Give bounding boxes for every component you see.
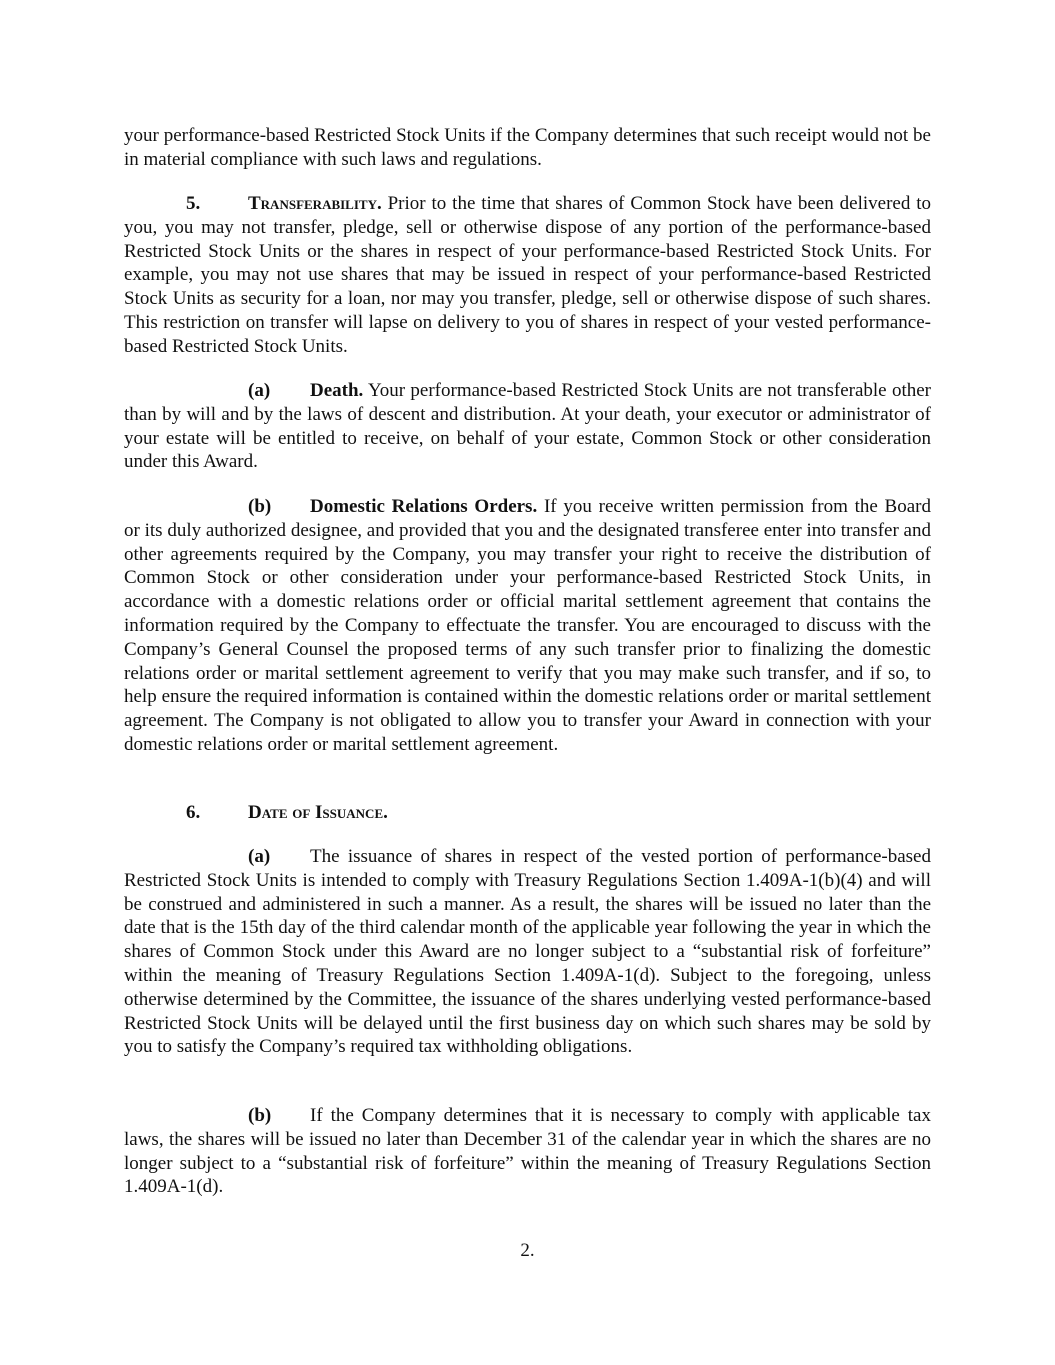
section-6-heading <box>124 801 931 825</box>
section-6a-paragraph <box>124 845 931 1059</box>
section-5b-label: (b) <box>248 496 272 517</box>
section-5-paragraph <box>124 192 931 359</box>
section-6-number: 6. <box>186 802 201 823</box>
section-6b-label: (b) <box>248 1105 272 1126</box>
section-5a-paragraph <box>124 379 931 474</box>
section-5a-title: Death. <box>310 380 364 401</box>
section-6a-body: The issuance of shares in respect of the vested portion of performance-based Restricted Stock Units is intended to comply with Treasury Regulations Section 1.409A-1(b)(4) and will be construed and administered in such a manner. As a result, the shares will be issued no later than the date that is the 15th day of the third calendar month of the applicable year following the year in which the shares of Common Stock under this Award are no longer subject to a “substantial risk of forfeiture” within the meaning of Treasury Regulations Section 1.409A-1(d). Subject to the foregoing, unless otherwise determined by the Committee, the issuance of the shares underlying vested performance-based Restricted Stock Units will be delayed until the first business day on which such shares may be sold by you to satisfy the Company’s required tax withholding obligations. <box>124 846 931 1058</box>
section-5a-label: (a) <box>248 380 271 401</box>
continuation-text: your performance-based Restricted Stock Units if the Company determines that such receipt would not be in material compliance with such laws and regulations. <box>124 125 931 170</box>
section-5-number: 5. <box>186 193 201 214</box>
section-6a-label: (a) <box>248 846 271 867</box>
section-5-body: Prior to the time that shares of Common Stock have been delivered to you, you may not transfer, pledge, sell or otherwise dispose of any portion of the performance-based Restricted Stock Units or the shares in respect of your performance-based Restricted Stock Units. For example, you may not use shares that may be issued in respect of your performance-based Restricted Stock Units as security for a loan, nor may you transfer, pledge, sell or otherwise dispose of such shares. This restriction on transfer will lapse on delivery to you of shares in respect of your vested performance-based Restricted Stock Units. <box>124 193 931 357</box>
section-5b-paragraph <box>124 495 931 757</box>
section-5-title: Transferability. <box>248 193 382 214</box>
section-5a-body: Your performance-based Restricted Stock Units are not transferable other than by will and by the laws of descent and distribution. At your death, your executor or administrator of your estate will be entitled to receive, on behalf of your estate, Common Stock or other consideration under this Award. <box>124 380 931 473</box>
section-6b-body: If the Company determines that it is necessary to comply with applicable tax laws, the shares will be issued no later than December 31 of the calendar year in which the shares are no longer subject to a “substantial risk of forfeiture” within the meaning of Treasury Regulations Section 1.409A-1(d). <box>124 1105 931 1198</box>
section-5b-body: If you receive written permission from the Board or its duly authorized designee, and provided that you and the designated transferee enter into transfer and other agreements required by the Company, you may transfer your right to receive the distribution of Common Stock or other consideration under your performance-based Restricted Stock Units, in accordance with a domestic relations order or official marital settlement agreement that contains the information required by the Company to effectuate the transfer. You are encouraged to discuss with the Company’s General Counsel the proposed terms of any such transfer prior to finalizing the domestic relations order or marital settlement agreement to verify that you may make such transfer, and if so, to help ensure the required information is contained within the domestic relations order or marital settlement agreement. The Company is not obligated to allow you to transfer your Award in connection with your domestic relations order or marital settlement agreement. <box>124 496 931 755</box>
continuation-paragraph <box>124 124 931 172</box>
section-5b-title: Domestic Relations Orders. <box>310 496 538 517</box>
section-6b-paragraph <box>124 1104 931 1199</box>
page-number: 2. <box>520 1240 535 1261</box>
section-6-title: Date of Issuance. <box>248 802 388 823</box>
